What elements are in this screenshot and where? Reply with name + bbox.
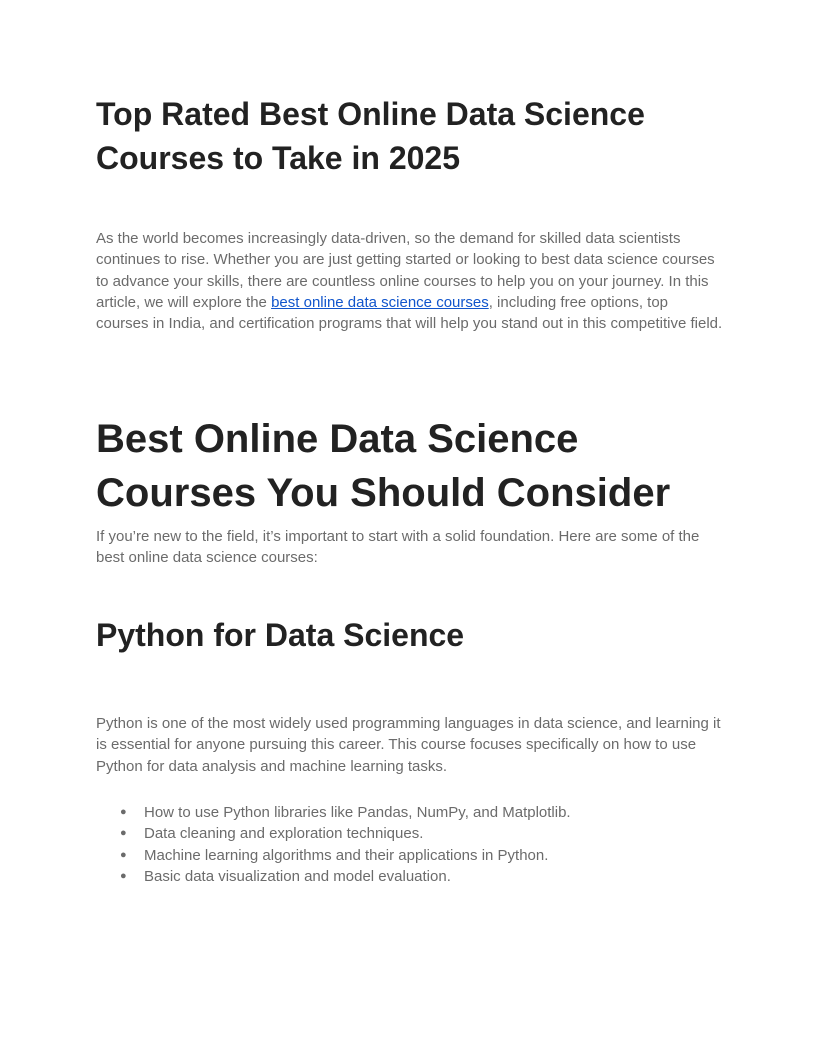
python-paragraph: Python is one of the most widely used programming languages in data science, and learning it is essential for anyone pursuing this career. This course focuses specifically on how to use Python for data analysis and machine learning tasks. <box>96 715 721 775</box>
list-item-text: How to use Python libraries like Pandas, NumPy, and Matplotlib. <box>144 804 571 821</box>
list-item <box>96 845 724 866</box>
list-item-text: Data cleaning and exploration techniques. <box>144 825 424 843</box>
list-item <box>96 823 724 844</box>
article-title: Top Rated Best Online Data Science Courses to Take in 2025 <box>96 96 645 176</box>
best-courses-link[interactable]: best online data science courses <box>271 293 489 311</box>
bullet-icon: ● <box>120 848 127 861</box>
section-intro-paragraph: If you’re new to the field, it’s important to start with a solid foundation. Here are some of the best online data science courses: <box>96 528 700 567</box>
bullet-icon: ● <box>120 806 127 818</box>
python-topics-list <box>96 802 724 887</box>
intro-paragraph <box>96 228 724 334</box>
intro-text-before-link: As the world becomes increasingly data-driven, so the demand for skilled data scientists continues to rise. Whether you are just getting started or looking to best data science courses to advance your skills, there are countless online courses to help you on your journey. In this article, we will explore the <box>96 230 715 311</box>
list-item-text: Machine learning algorithms and their applications in Python. <box>144 846 549 864</box>
list-item <box>96 866 724 887</box>
section-heading-best-courses: Best Online Data Science Courses You Should Consider <box>96 417 671 515</box>
bullet-icon: ● <box>120 869 127 882</box>
list-item-text: Basic data visualization and model evaluation. <box>144 867 451 885</box>
bullet-icon: ● <box>120 827 127 840</box>
intro-text-after-link: , including free options, top courses in India, and certification programs that will help you stand out in this competitive field. <box>96 293 723 333</box>
list-item <box>96 802 724 823</box>
section-heading-python: Python for Data Science <box>96 617 465 653</box>
